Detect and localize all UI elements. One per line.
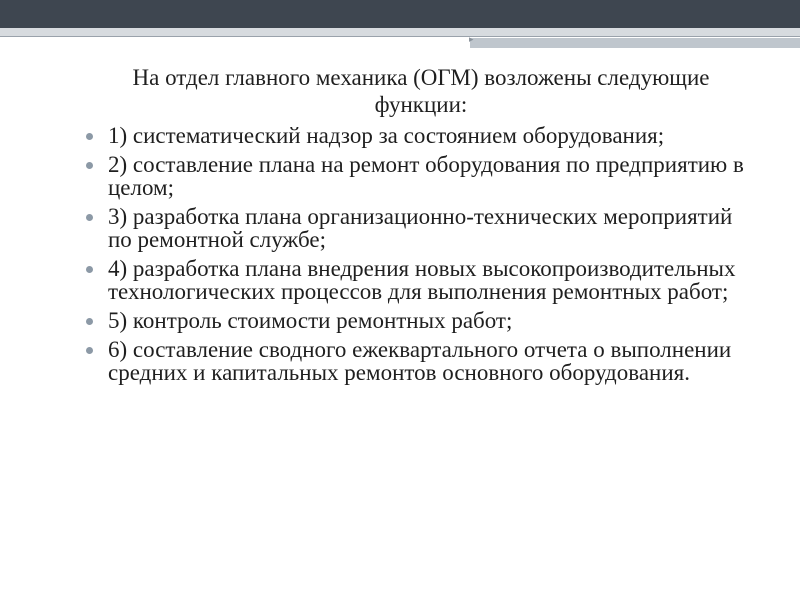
bullet-dot-icon — [86, 347, 93, 354]
bullet-item-4 — [86, 257, 746, 303]
bullet-dot-icon — [86, 162, 93, 169]
bullet-item-2 — [86, 153, 746, 199]
bullet-text: 3) разработка плана организационно-технических мероприятий по ремонтной службе; — [108, 204, 733, 252]
banner-divider — [0, 36, 800, 37]
bullet-text: 6) составление сводного ежеквартального отчета о выполнении средних и капитальных ремонтов основного оборудования. — [108, 337, 732, 385]
slide-content — [86, 64, 746, 390]
bullet-text: 5) контроль стоимости ремонтных работ; — [108, 308, 513, 333]
bullet-dot-icon — [86, 214, 93, 221]
triangle-marker-icon: ▸ — [469, 35, 474, 45]
bullet-text: 2) составление плана на ремонт оборудования по предприятию в целом; — [108, 152, 744, 200]
banner-accent-stripe — [469, 35, 800, 48]
slide-heading: На отдел главного механика (ОГМ) возложены следующие функции: — [132, 65, 710, 117]
bullet-dot-icon — [86, 266, 93, 273]
bullet-dot-icon — [86, 318, 93, 325]
bullet-item-6 — [86, 338, 746, 384]
bullet-item-3 — [86, 205, 746, 251]
bullet-dot-icon — [86, 133, 93, 140]
bullet-text: 4) разработка плана внедрения новых высокопроизводительных технологических процессов для выполнения ремонтных работ; — [108, 256, 736, 304]
bullet-list — [86, 124, 746, 384]
bullet-text: 1) систематический надзор за состоянием оборудования; — [108, 123, 665, 148]
top-banner — [0, 0, 800, 28]
bullet-item-5 — [86, 309, 746, 332]
bullet-item-1 — [86, 124, 746, 147]
banner-stripe — [0, 28, 800, 36]
